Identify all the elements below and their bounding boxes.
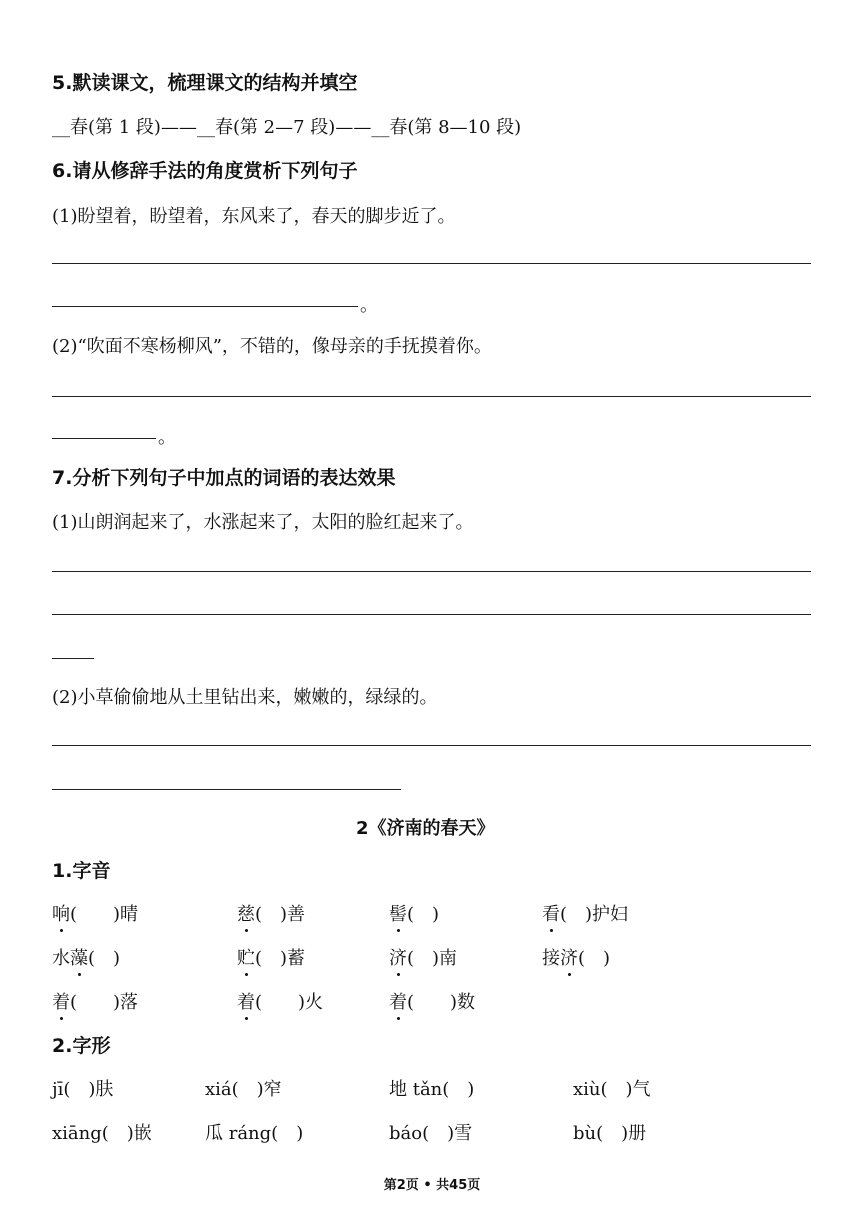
ziyin-item: 着( )落 [52,988,138,1014]
answer-line [52,745,811,746]
zixing-title: 2.字形 [52,1035,111,1057]
ziyin-item: 响( )晴 [52,900,138,926]
q6-sentence-1: (1)盼望着，盼望着，东风来了，春天的脚步近了。 [52,206,456,227]
ziyin-item: 济( )南 [389,944,457,970]
ziyin-item: 看( )护妇 [542,900,628,926]
ziyin-item: 慈( )善 [237,900,305,926]
ziyin-item: 贮( )蓄 [237,944,305,970]
q5-structure: __春(第 1 段)——__春(第 2—7 段)——__春(第 8—10 段) [52,117,522,138]
zixing-item: xiù( )气 [573,1079,651,1100]
zixing-item: 地 tǎn( ) [389,1079,475,1100]
ziyin-item: 髻( ) [389,900,439,926]
zixing-item: báo( )雪 [389,1123,473,1144]
q7-title: 7.分析下列句子中加点的词语的表达效果 [52,467,396,489]
ziyin-item: 着( )火 [237,988,323,1014]
zixing-item: xiá( )窄 [205,1079,282,1100]
zixing-item: jī( )肤 [52,1079,114,1100]
q7-sentence-2: (2)小草偷偷地从土里钻出来，嫩嫩的，绿绿的。 [52,687,438,708]
ziyin-title: 1.字音 [52,860,111,882]
q6-sentence-2: (2)“吹面不寒杨柳风”，不错的，像母亲的手抚摸着你。 [52,336,492,357]
zixing-item: bù( )册 [573,1123,647,1144]
q5-title: 5.默读课文，梳理课文的结构并填空 [52,72,358,94]
zixing-item: 瓜 ráng( ) [205,1123,304,1144]
period: 。 [158,427,176,448]
answer-line [52,571,811,572]
zixing-item: xiāng( )嵌 [52,1123,152,1144]
answer-line [52,614,811,615]
answer-line [52,396,811,397]
ziyin-item: 水藻( ) [52,944,120,970]
q6-title: 6.请从修辞手法的角度赏析下列句子 [52,160,358,182]
answer-line [52,438,156,439]
ziyin-item: 接济( ) [542,944,610,970]
answer-line [52,263,811,264]
section-title: 2《济南的春天》 [356,818,495,839]
q7-sentence-1: (1)山朗润起来了，水涨起来了，太阳的脸红起来了。 [52,512,474,533]
ziyin-item: 着( )数 [389,988,475,1014]
answer-line [52,789,401,790]
answer-line [52,658,94,659]
answer-line [52,306,358,307]
page-number: 第2页 • 共45页 [383,1178,481,1193]
period: 。 [360,295,378,316]
